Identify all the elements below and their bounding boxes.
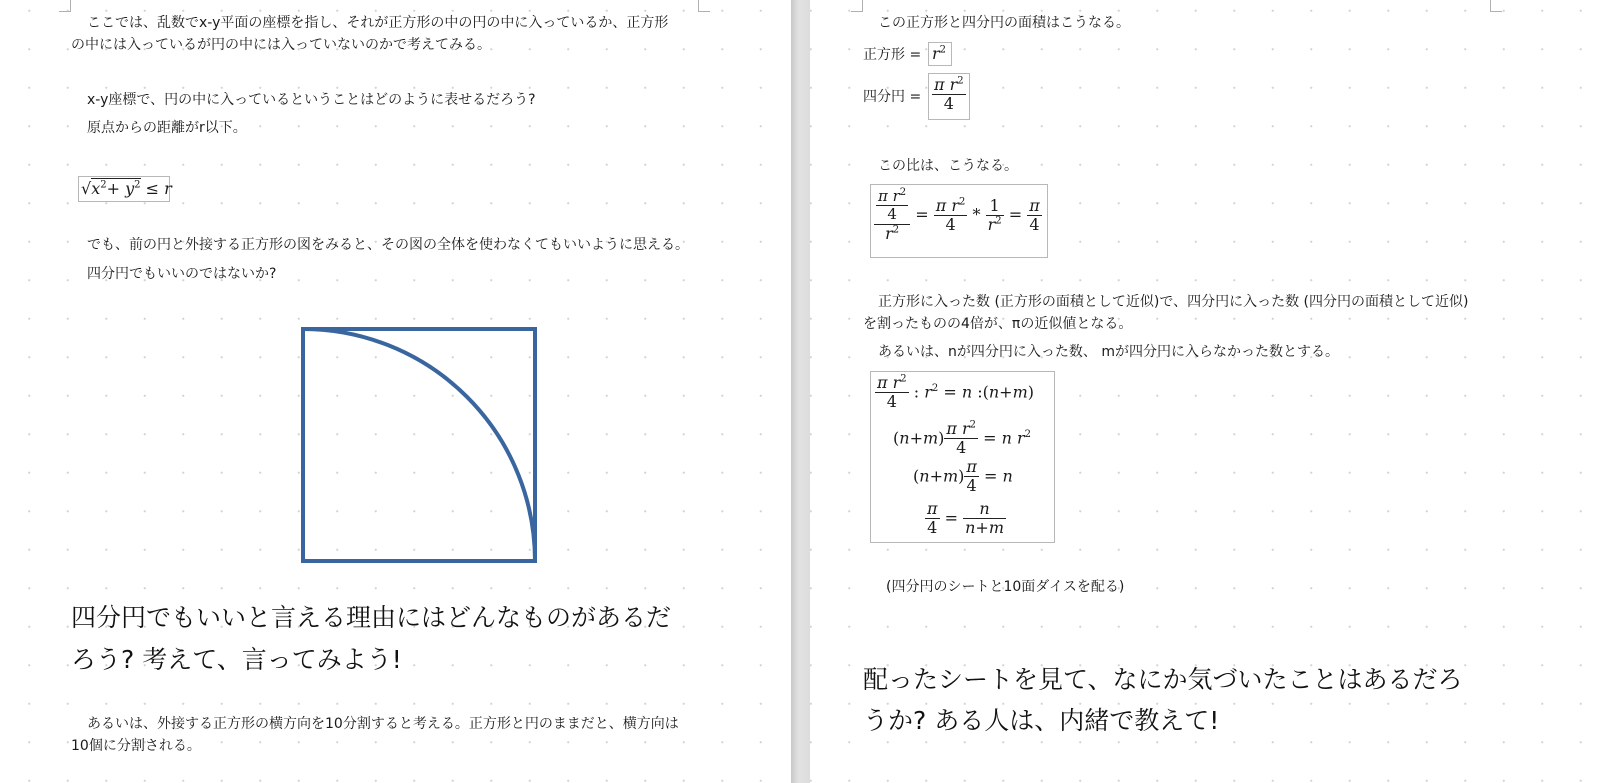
paragraph-line: でも、前の円と外接する正方形の図をみると、その図の全体を使わなくてもいいように思える。 <box>87 237 689 253</box>
question-heading: うか? ある人は、内緒で教えて! <box>863 706 1220 735</box>
question-heading: 四分円でもいいと言える理由にはどんなものがあるだ <box>71 603 672 632</box>
paragraph-line: あるいは、外接する正方形の横方向を10分割すると考える。正方形と円のままだと、横方向は <box>87 716 679 732</box>
paragraph-line: を割ったものの4倍が、πの近似値となる。 <box>863 316 1133 332</box>
question-heading: 配ったシートを見て、なにか気づいたことはあるだろ <box>863 665 1463 694</box>
page-corner-mark <box>1490 0 1502 12</box>
square-area-label: 正方形 = <box>863 47 922 63</box>
ratio-formula: $\frac{\frac{\pi r^2}{4}}{r^2}$ = $\frac{\pi r^2}{4}$ * $\frac{1}{r^2}$ = $\frac{\pi}{4}$ <box>870 184 1048 258</box>
paragraph-line: 原点からの距離がr以下。 <box>87 120 247 136</box>
paragraph-line: この正方形と四分円の面積はこうなる。 <box>878 15 1130 31</box>
paragraph-line: の中には入っているが円の中には入っていないのかで考えてみる。 <box>71 37 491 53</box>
page-gutter <box>791 0 810 783</box>
proportion-derivation: $\frac{\pi r^2}{4}$ : $r^2 = n$ :(n+m) (n+m) $\frac{\pi r^2}{4}$ = n $r^2$ (n+m) $\frac{\pi}{4}$ = n $\frac{\pi}{4}$ = $\frac{n}{n+m}$ <box>870 371 1055 543</box>
paragraph-line: 10個に分割される。 <box>71 738 201 754</box>
paragraph-line: 四分円でもいいのではないか? <box>87 266 277 282</box>
paragraph-line: x-y座標で、円の中に入っているということはどのように表せるだろう? <box>87 92 536 108</box>
paragraph-line: この比は、こうなる。 <box>878 158 1018 174</box>
paragraph-line: (四分円のシートと10面ダイスを配る) <box>886 579 1125 595</box>
paragraph-line: ここでは、乱数でx-y平面の座標を指し、それが正方形の中の円の中に入っているか、正方形 <box>87 15 669 31</box>
document-page-left <box>0 0 791 783</box>
quarter-area-label: 四分円 = <box>863 89 922 105</box>
page-corner-mark <box>851 0 863 12</box>
paragraph-line: あるいは、nが四分円に入った数、 mが四分円に入らなかった数とする。 <box>878 344 1339 360</box>
document-page-right <box>810 0 1609 783</box>
distance-formula: $√x^2+ y^2 \le r$ <box>78 176 170 202</box>
square-outline <box>303 329 535 561</box>
page-corner-mark <box>698 0 710 12</box>
quarter-area-formula: $\frac{\pi r^2}{4}$ <box>928 73 970 120</box>
question-heading: ろう? 考えて、言ってみよう! <box>71 645 402 674</box>
page-corner-mark <box>59 0 71 12</box>
quarter-circle-figure <box>300 326 540 566</box>
paragraph-line: 正方形に入った数 (正方形の面積として近似)で、四分円に入った数 (四分円の面積として近似) <box>878 294 1469 310</box>
quarter-circle-arc <box>303 329 535 561</box>
square-area-formula: $r^2$ <box>928 42 952 66</box>
